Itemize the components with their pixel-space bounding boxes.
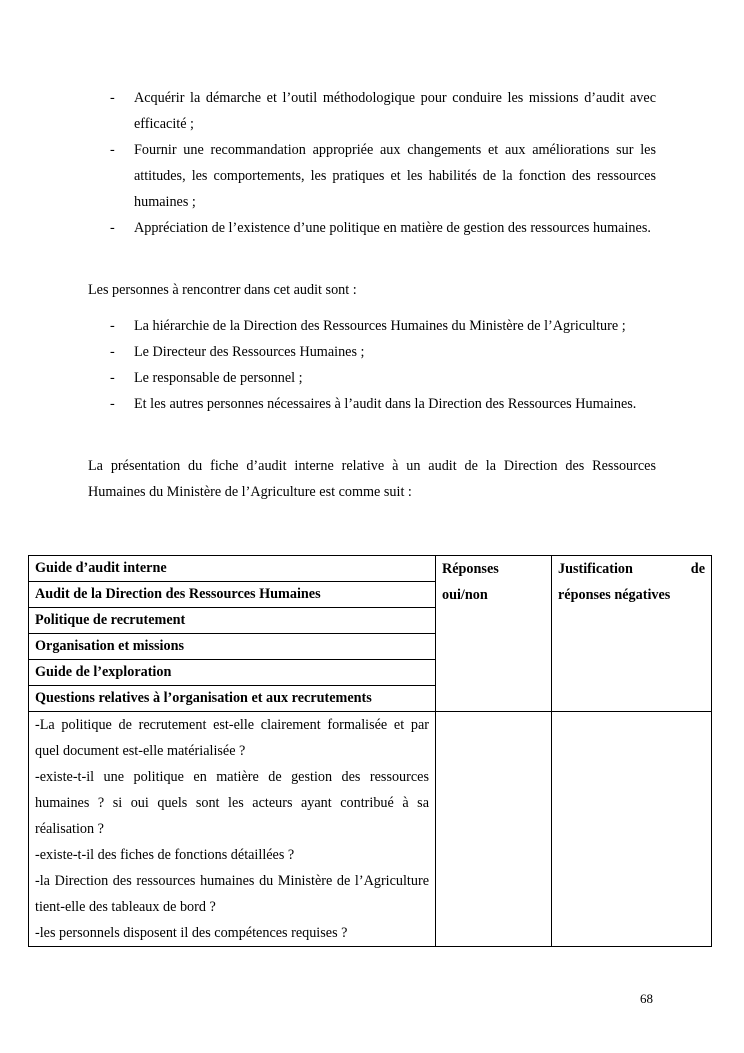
audit-guide-table: [28, 555, 712, 947]
question-item: -la Direction des ressources humaines du Ministère de l’Agriculture tient-elle des tableaux de bord ?: [35, 873, 429, 915]
header-cell: Guide de l’exploration: [29, 660, 436, 686]
header-cell: Organisation et missions: [29, 634, 436, 660]
list-item: - Le Directeur des Ressources Humaines ;: [110, 344, 365, 360]
list-item: - Et les autres personnes nécessaires à l’audit dans la Direction des Ressources Humaines.: [110, 396, 637, 412]
justification-header: Justification de réponses négatives: [552, 556, 712, 712]
justification-answer-cell: [552, 712, 712, 947]
question-item: -existe-t-il une politique en matière de gestion des ressources humaines ? si oui quels sont les acteurs ayant contribué à sa réalisation ?: [35, 769, 429, 837]
list-item: - Appréciation de l’existence d’une politique en matière de gestion des ressources humaines.: [110, 220, 651, 236]
question-item: -les personnels disposent il des compétences requises ?: [35, 925, 348, 941]
question-item: -existe-t-il des fiches de fonctions détaillées ?: [35, 847, 295, 863]
list-item: - Le responsable de personnel ;: [110, 370, 303, 386]
table-row: [29, 712, 712, 947]
header-cell: Audit de la Direction des Ressources Humaines: [29, 582, 436, 608]
persons-intro: Les personnes à rencontrer dans cet audit sont :: [88, 282, 357, 298]
list-item: - Fournir une recommandation appropriée aux changements et aux améliorations sur les attitudes, les comportements, les pratiques et les habilités de la fonction des ressources humaines ;: [110, 142, 656, 210]
questions-cell: [29, 712, 436, 947]
objectives-list: [110, 85, 656, 241]
responses-answer-cell: [436, 712, 552, 947]
header-cell: Guide d’audit interne: [29, 556, 436, 582]
presentation-paragraph: La présentation du fiche d’audit interne relative à un audit de la Direction des Ressources Humaines du Ministère de l’Agriculture est comme suit :: [88, 458, 656, 500]
persons-list: [110, 313, 656, 417]
header-cell: Politique de recrutement: [29, 608, 436, 634]
list-item: - La hiérarchie de la Direction des Ressources Humaines du Ministère de l’Agriculture ;: [110, 318, 626, 334]
header-cell: Questions relatives à l’organisation et aux recrutements: [29, 686, 436, 712]
question-item: -La politique de recrutement est-elle clairement formalisée et par quel document est-elle matérialisée ?: [35, 717, 429, 759]
list-item: - Acquérir la démarche et l’outil méthodologique pour conduire les missions d’audit avec efficacité ;: [110, 90, 656, 132]
table-row: [29, 556, 712, 582]
page-number: 68: [640, 991, 653, 1006]
responses-header: Réponses oui/non: [436, 556, 552, 712]
